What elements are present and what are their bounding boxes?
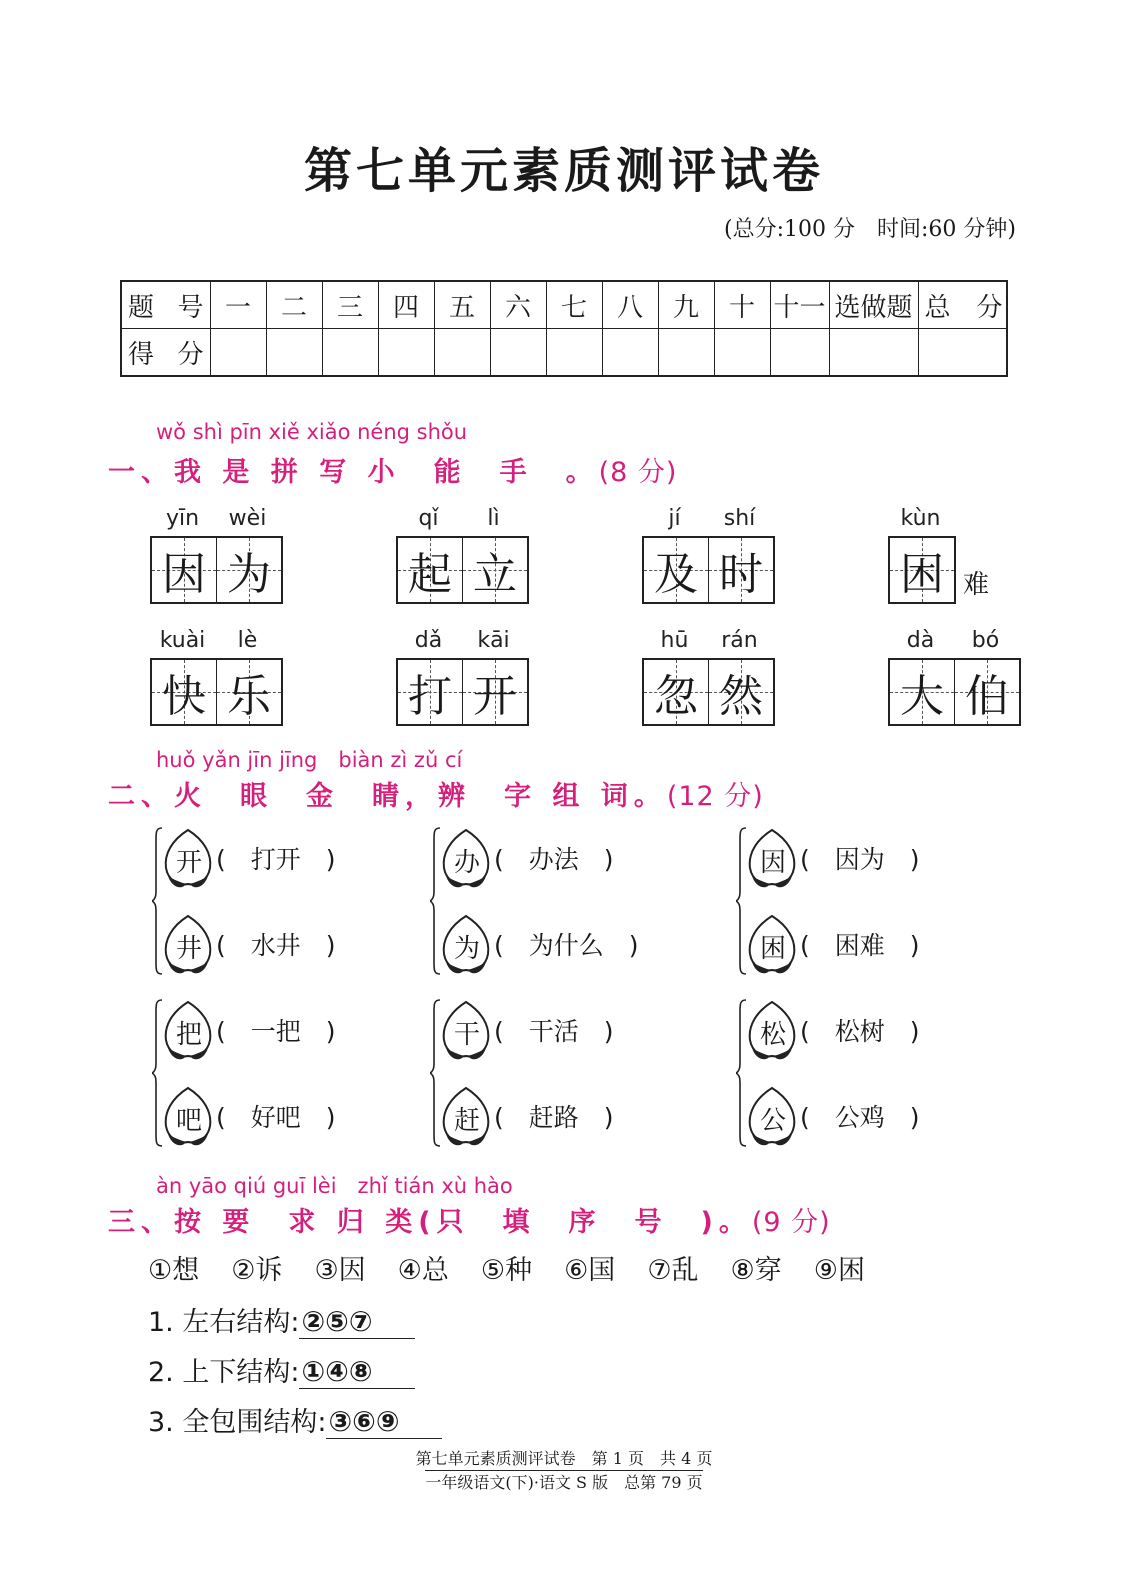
question-1: [148, 1300, 415, 1339]
written-character: 然: [719, 671, 763, 722]
written-character: 立: [473, 549, 517, 600]
grid-cell[interactable]: [955, 660, 1019, 724]
exam-meta: (总分:100 分 时间:60 分钟): [724, 217, 1016, 242]
section1-points: (8 分): [598, 457, 678, 488]
grid-cell[interactable]: [217, 660, 281, 724]
header-cell: 十: [714, 281, 770, 329]
pinyin-syllable: rán: [721, 628, 758, 653]
footer-line-2: 一年级语文(下)·语文 S 版 总第 79 页: [425, 1470, 702, 1494]
option-item: ③因: [314, 1255, 366, 1286]
header-cell: 六: [490, 281, 546, 329]
score-cell[interactable]: [658, 329, 714, 377]
written-character: 快: [162, 671, 206, 722]
question-label: 2. 上下结构:: [148, 1357, 300, 1388]
pinyin-syllable: qǐ: [418, 506, 439, 531]
word-answer[interactable]: ( 松树 ): [800, 1017, 920, 1046]
writing-grid: [396, 658, 529, 726]
pinyin-syllable: hū: [660, 628, 689, 653]
word-pair-item: [742, 912, 982, 972]
word-pair-item: [158, 826, 398, 886]
word-pair-group: [736, 826, 986, 998]
score-cell[interactable]: [714, 329, 770, 377]
pinyin-row: [642, 628, 812, 654]
writing-grid: [888, 536, 956, 604]
peach-character: 干: [453, 1020, 480, 1050]
score-cell[interactable]: [490, 329, 546, 377]
word-answer[interactable]: ( 办法 ): [494, 845, 614, 874]
section2-points: (12 分): [666, 781, 764, 812]
character-options: [148, 1248, 865, 1287]
score-cell[interactable]: [378, 329, 434, 377]
score-cell[interactable]: [602, 329, 658, 377]
header-cell: 七: [546, 281, 602, 329]
answer-blank[interactable]: ③⑥⑨: [326, 1405, 442, 1439]
writing-grid: [150, 658, 283, 726]
word-pair-item: [742, 826, 982, 886]
peach-character: 把: [175, 1020, 202, 1050]
written-character: 伯: [965, 671, 1009, 722]
row-label: 题 号: [121, 281, 210, 329]
section1-heading-text: 一、我 是 拼 写 小 能 手 。: [108, 457, 599, 488]
pinyin-word-3: [888, 506, 993, 602]
option-item: ⑤种: [480, 1255, 533, 1286]
grid-cell[interactable]: [398, 538, 463, 602]
score-cell[interactable]: [770, 329, 829, 377]
grid-cell[interactable]: [398, 660, 463, 724]
word-pair-item: [436, 912, 676, 972]
writing-grid: [150, 536, 283, 604]
word-answer[interactable]: ( 一把 ): [216, 1017, 336, 1046]
word-pair-group: [736, 998, 986, 1170]
score-cell[interactable]: [829, 329, 918, 377]
word-pair-item: [158, 912, 398, 972]
written-character: 乐: [227, 671, 271, 722]
peach-character: 为: [453, 934, 480, 964]
score-cell[interactable]: [210, 329, 266, 377]
header-cell: 四: [378, 281, 434, 329]
grid-cell[interactable]: [890, 538, 954, 602]
question-label: 3. 全包围结构:: [148, 1407, 327, 1438]
header-cell: 三: [322, 281, 378, 329]
writing-grid: [642, 658, 775, 726]
word-pair-item: [436, 1084, 676, 1144]
written-character: 为: [227, 549, 271, 600]
peach-character: 井: [175, 934, 202, 964]
word-pair-item: [436, 998, 676, 1058]
pinyin-word-5: [396, 628, 566, 724]
word-pair-item: [742, 998, 982, 1058]
grid-cell[interactable]: [709, 660, 773, 724]
section3-pinyin: àn yāo qiú guī lèi zhǐ tián xù hào: [156, 1174, 513, 1198]
written-character: 打: [408, 671, 452, 722]
word-answer[interactable]: ( 好吧 ): [216, 1103, 336, 1132]
peach-character: 因: [759, 848, 786, 878]
pinyin-syllable: kùn: [900, 506, 941, 531]
pinyin-syllable: lè: [237, 628, 258, 653]
word-suffix: 难: [963, 570, 990, 600]
score-table: [120, 280, 1008, 377]
header-cell: 九: [658, 281, 714, 329]
section3-points: (9 分): [751, 1207, 831, 1238]
header-cell: 八: [602, 281, 658, 329]
written-character: 及: [654, 549, 698, 600]
question-2: [148, 1350, 415, 1389]
header-cell: 选做题: [829, 281, 918, 329]
grid-cell[interactable]: [463, 538, 527, 602]
score-cell[interactable]: [322, 329, 378, 377]
pinyin-syllable: bó: [971, 628, 1000, 653]
pinyin-row: [150, 628, 320, 654]
pinyin-word-2: [642, 506, 812, 602]
written-character: 大: [900, 671, 944, 722]
answer-blank[interactable]: ②⑤⑦: [299, 1305, 415, 1339]
pinyin-syllable: yīn: [165, 506, 200, 531]
answer-blank[interactable]: ①④⑧: [299, 1355, 415, 1389]
written-character: 困: [900, 549, 944, 600]
section3-heading-text: 三、按 要 求 归 类(只 填 序 号 )。: [108, 1207, 752, 1238]
pinyin-row: [888, 506, 993, 532]
pinyin-syllable: kuài: [159, 628, 206, 653]
option-item: ④总: [397, 1255, 449, 1286]
word-answer[interactable]: ( 赶路 ): [494, 1103, 614, 1132]
pinyin-syllable: lì: [487, 506, 500, 531]
word-answer[interactable]: ( 干活 ): [494, 1017, 614, 1046]
pinyin-row: [150, 506, 320, 532]
word-answer[interactable]: ( 打开 ): [216, 845, 336, 874]
word-answer[interactable]: ( 因为 ): [800, 845, 920, 874]
option-item: ⑨困: [813, 1255, 865, 1286]
pinyin-row: [396, 506, 566, 532]
grid-cell[interactable]: [463, 660, 527, 724]
word-pair-group: [152, 826, 402, 998]
grid-cell[interactable]: [644, 660, 709, 724]
word-answer[interactable]: ( 为什么 ): [494, 931, 639, 960]
section3-heading: [108, 1200, 831, 1239]
page-footer: [0, 1448, 1128, 1494]
question-label: 1. 左右结构:: [148, 1307, 300, 1338]
header-cell: 十一: [770, 281, 829, 329]
peach-character: 吧: [175, 1106, 202, 1136]
grid-cell[interactable]: [217, 538, 281, 602]
section1-pinyin: wǒ shì pīn xiě xiǎo néng shǒu: [156, 420, 468, 444]
pinyin-word-1: [396, 506, 566, 602]
word-pair-item: [742, 1084, 982, 1144]
writing-grid: [642, 536, 775, 604]
peach-character: 松: [759, 1020, 786, 1050]
grid-cell[interactable]: [644, 538, 709, 602]
written-character: 开: [473, 671, 517, 722]
option-item: ①想: [148, 1255, 200, 1286]
peach-character: 办: [453, 848, 480, 878]
word-answer[interactable]: ( 水井 ): [216, 931, 336, 960]
row-label: 得 分: [121, 329, 210, 377]
peach-character: 困: [759, 934, 786, 964]
section2-heading-text: 二、火 眼 金 睛，辨 字 组 词。: [108, 781, 667, 812]
option-item: ⑦乱: [647, 1255, 699, 1286]
footer-line-1: 第七单元素质测评试卷 第 1 页 共 4 页: [415, 1449, 713, 1468]
written-character: 因: [162, 549, 206, 600]
option-item: ②诉: [231, 1255, 283, 1286]
header-cell: 五: [434, 281, 490, 329]
pinyin-syllable: jí: [668, 506, 681, 531]
writing-grid: [396, 536, 529, 604]
pinyin-syllable: shí: [723, 506, 756, 531]
pinyin-row: [888, 628, 1058, 654]
pinyin-row: [396, 628, 566, 654]
header-cell: 二: [266, 281, 322, 329]
question-3: [148, 1400, 442, 1439]
grid-cell[interactable]: [152, 538, 217, 602]
written-character: 时: [719, 549, 763, 600]
word-pair-item: [436, 826, 676, 886]
grid-cell[interactable]: [890, 660, 955, 724]
score-cell[interactable]: [266, 329, 322, 377]
grid-cell[interactable]: [709, 538, 773, 602]
word-pair-group: [152, 998, 402, 1170]
written-character: 起: [408, 549, 452, 600]
score-cell[interactable]: [918, 329, 1007, 377]
section2-heading: [108, 774, 764, 813]
word-pair-group: [430, 998, 680, 1170]
score-table-score-row: [121, 329, 1007, 377]
pinyin-word-4: [150, 628, 320, 724]
section1-heading: [108, 450, 677, 489]
word-answer[interactable]: ( 公鸡 ): [800, 1103, 920, 1132]
option-item: ⑧穿: [730, 1255, 782, 1286]
pinyin-word-6: [642, 628, 812, 724]
score-cell[interactable]: [434, 329, 490, 377]
header-cell: 总 分: [918, 281, 1007, 329]
word-pair-item: [158, 998, 398, 1058]
section2-pinyin: huǒ yǎn jīn jīng biàn zì zǔ cí: [156, 748, 463, 772]
header-cell: 一: [210, 281, 266, 329]
option-item: ⑥国: [564, 1255, 616, 1286]
score-cell[interactable]: [546, 329, 602, 377]
pinyin-word-0: [150, 506, 320, 602]
peach-character: 开: [175, 848, 202, 878]
score-table-header-row: [121, 281, 1007, 329]
word-pair-group: [430, 826, 680, 998]
peach-character: 赶: [453, 1106, 480, 1136]
written-character: 忽: [654, 671, 698, 722]
page-title: 第七单元素质测评试卷: [303, 143, 824, 199]
pinyin-syllable: dà: [906, 628, 935, 653]
grid-cell[interactable]: [152, 660, 217, 724]
pinyin-syllable: kāi: [477, 628, 510, 653]
writing-grid: [888, 658, 1021, 726]
pinyin-syllable: dǎ: [414, 628, 443, 653]
pinyin-word-7: [888, 628, 1058, 724]
word-answer[interactable]: ( 困难 ): [800, 931, 920, 960]
pinyin-syllable: wèi: [228, 506, 267, 531]
pinyin-row: [642, 506, 812, 532]
word-pair-item: [158, 1084, 398, 1144]
peach-character: 公: [759, 1106, 786, 1136]
